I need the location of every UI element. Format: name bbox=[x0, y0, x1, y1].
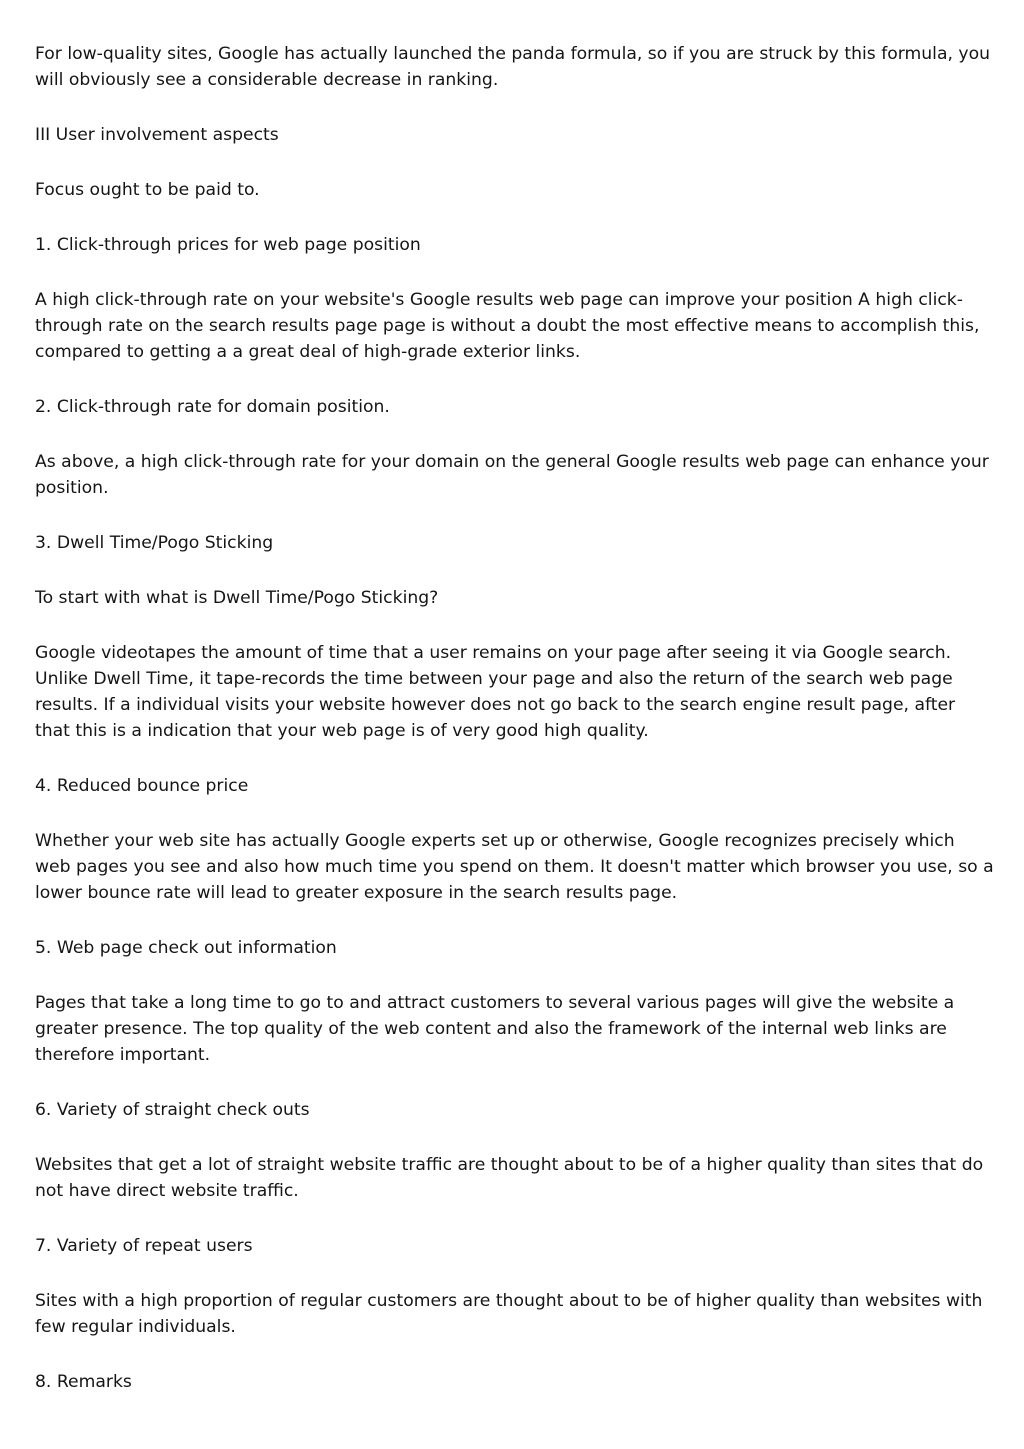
item-body-1: A high click-through rate on your website's Google results web page can improve your position A high click-through rate on the search results page page is without a doubt the most effective means to accomplish this, compared to getting a a great deal of high-grade exterior links. bbox=[35, 290, 980, 362]
item-heading-6: 6. Variety of straight check outs bbox=[35, 1100, 310, 1120]
item-body-7: Sites with a high proportion of regular customers are thought about to be of higher quality than websites with few regular individuals. bbox=[35, 1291, 983, 1337]
section-heading: III User involvement aspects bbox=[35, 125, 279, 145]
item-heading-3: 3. Dwell Time/Pogo Sticking bbox=[35, 533, 274, 553]
item-body-5: Pages that take a long time to go to and attract customers to several various pages will give the website a greater presence. The top quality of the web content and also the framework of the internal web links are therefore important. bbox=[35, 993, 955, 1065]
item-body-6: Websites that get a lot of straight website traffic are thought about to be of a higher quality than sites that do not have direct website traffic. bbox=[35, 1155, 984, 1201]
document-body bbox=[35, 41, 995, 1424]
paragraph-intro: For low-quality sites, Google has actually launched the panda formula, so if you are struck by this formula, you will obviously see a considerable decrease in ranking. bbox=[35, 44, 990, 90]
paragraph-focus: Focus ought to be paid to. bbox=[35, 180, 260, 200]
item-subheading-3: To start with what is Dwell Time/Pogo Sticking? bbox=[35, 588, 439, 608]
item-heading-2: 2. Click-through rate for domain position. bbox=[35, 397, 390, 417]
item-body-4: Whether your web site has actually Google experts set up or otherwise, Google recognizes precisely which web pages you see and also how much time you spend on them. It doesn't matter which browser you use, so a lower bounce rate will lead to greater exposure in the search results page. bbox=[35, 831, 994, 903]
item-body-2: As above, a high click-through rate for your domain on the general Google results web page can enhance your position. bbox=[35, 452, 989, 498]
item-heading-5: 5. Web page check out information bbox=[35, 938, 337, 958]
item-heading-8: 8. Remarks bbox=[35, 1372, 132, 1392]
item-body-3: Google videotapes the amount of time that a user remains on your page after seeing it via Google search. Unlike Dwell Time, it tape-records the time between your page and also the return of the search web page results. If a individual visits your website however does not go back to the search engine result page, after that this is a indication that your web page is of very good high quality. bbox=[35, 643, 956, 741]
item-heading-4: 4. Reduced bounce price bbox=[35, 776, 249, 796]
item-heading-7: 7. Variety of repeat users bbox=[35, 1236, 253, 1256]
item-heading-1: 1. Click-through prices for web page position bbox=[35, 235, 421, 255]
